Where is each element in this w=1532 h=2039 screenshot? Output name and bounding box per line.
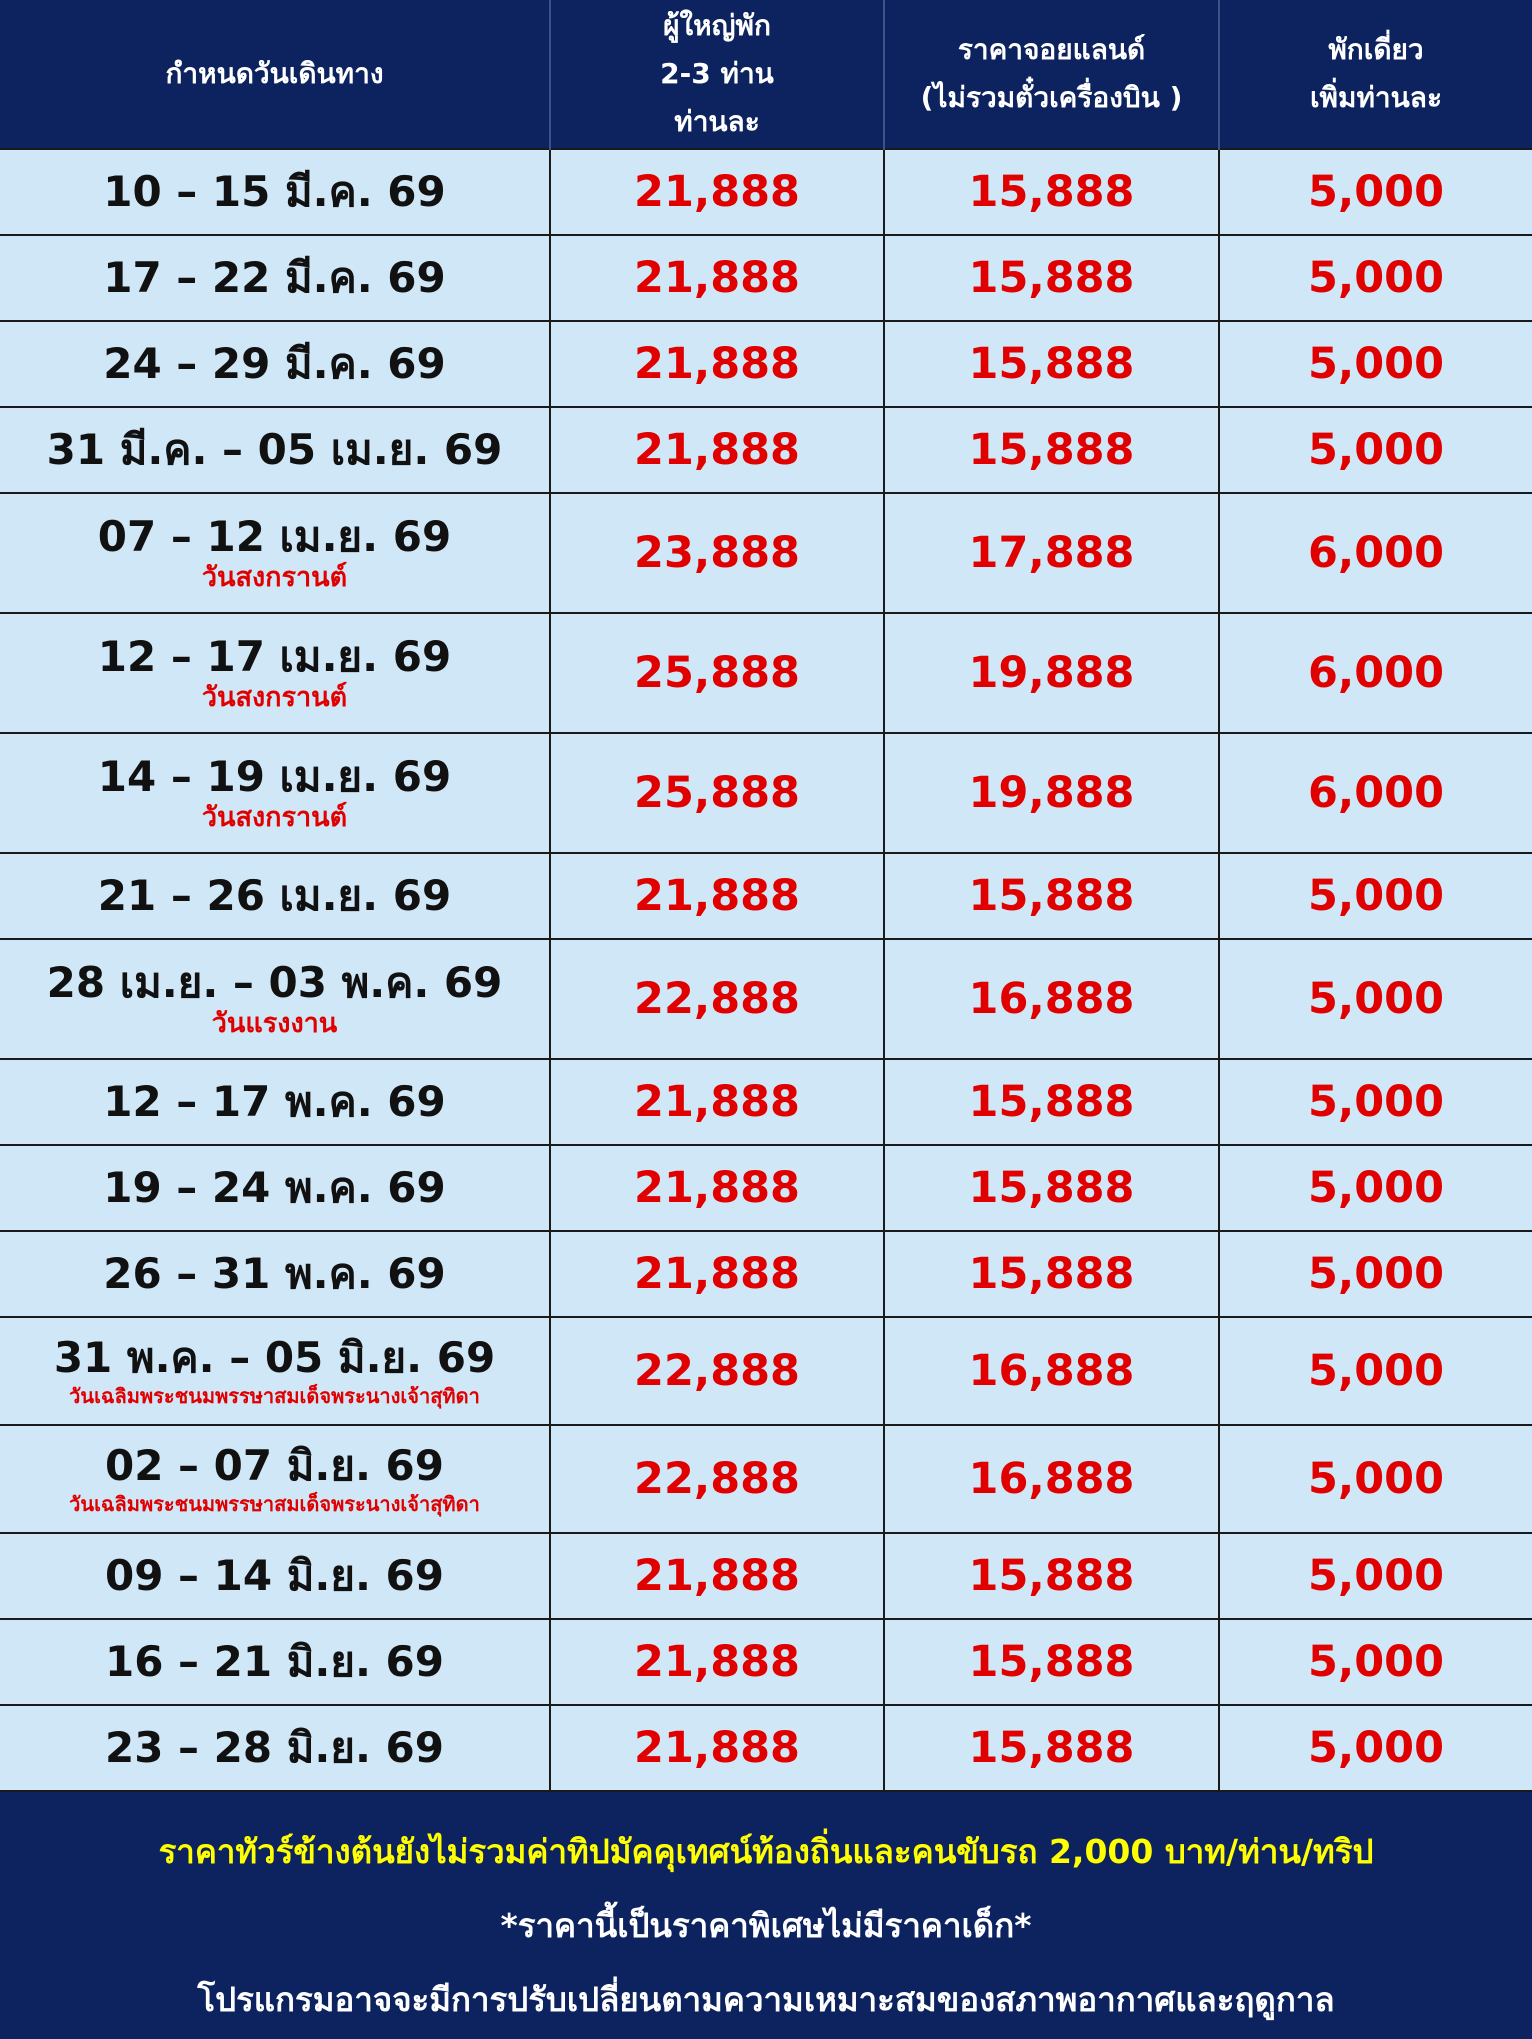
adult-price-cell (550, 407, 884, 493)
single-supplement: 5,000 (1307, 253, 1444, 303)
adult-price: 21,888 (634, 425, 800, 475)
travel-date-cell (0, 1059, 550, 1145)
joinland-price: 19,888 (968, 648, 1135, 698)
single-supplement: 6,000 (1307, 648, 1444, 698)
adult-price-cell (550, 1619, 884, 1705)
travel-date-cell (0, 407, 550, 493)
travel-date-cell (0, 149, 550, 235)
table-row (0, 407, 1532, 493)
joinland-price-cell (884, 1705, 1219, 1791)
single-supplement: 5,000 (1307, 425, 1444, 475)
joinland-price-cell (884, 149, 1219, 235)
joinland-price-cell (884, 407, 1219, 493)
single-supplement-cell (1219, 613, 1532, 733)
travel-date-cell (0, 1619, 550, 1705)
adult-price-cell (550, 939, 884, 1059)
program-change-note: โปรแกรมอาจจะมีการปรับเปลี่ยนตามความเหมาะสมของสภาพอากาศและฤดูกาล (197, 1980, 1335, 2019)
adult-price-cell (550, 1231, 884, 1317)
table-row (0, 1145, 1532, 1231)
joinland-price: 15,888 (968, 253, 1135, 303)
adult-price: 21,888 (634, 253, 800, 303)
single-supplement-cell (1219, 733, 1532, 853)
holiday-note: วันสงกรานต์ (201, 562, 348, 593)
adult-price-cell (550, 853, 884, 939)
joinland-price-cell (884, 1145, 1219, 1231)
travel-date-cell (0, 1145, 550, 1231)
single-supplement: 5,000 (1307, 1077, 1444, 1127)
joinland-price: 15,888 (968, 1551, 1135, 1601)
travel-date-cell (0, 1317, 550, 1425)
joinland-price-cell (884, 1425, 1219, 1533)
joinland-price-cell (884, 1317, 1219, 1425)
holiday-note: วันเฉลิมพระชนมพรรษาสมเด็จพระนางเจ้าสุทิดา (69, 1492, 480, 1516)
joinland-price: 16,888 (968, 1454, 1135, 1504)
travel-date-cell (0, 939, 550, 1059)
single-supplement-cell (1219, 1425, 1532, 1533)
travel-date: 10 – 15 มี.ค. 69 (103, 167, 446, 216)
header-adult-price: ผู้ใหญ่พัก 2-3 ท่าน ท่านละ (550, 0, 884, 149)
joinland-price: 15,888 (968, 339, 1135, 389)
special-price-note: *ราคานี้เป็นราคาพิเศษไม่มีราคาเด็ก* (500, 1906, 1032, 1945)
single-supplement-cell (1219, 939, 1532, 1059)
travel-date: 12 – 17 พ.ค. 69 (103, 1077, 446, 1126)
adult-price: 25,888 (634, 648, 800, 698)
joinland-price: 15,888 (968, 425, 1135, 475)
single-supplement-cell (1219, 235, 1532, 321)
single-supplement: 5,000 (1307, 1454, 1444, 1504)
joinland-price-cell (884, 1059, 1219, 1145)
table-row (0, 733, 1532, 853)
single-supplement: 5,000 (1307, 871, 1444, 921)
single-supplement-cell (1219, 1231, 1532, 1317)
joinland-price: 15,888 (968, 1077, 1135, 1127)
travel-date: 17 – 22 มี.ค. 69 (103, 253, 446, 302)
adult-price: 25,888 (634, 768, 800, 818)
travel-date-cell (0, 613, 550, 733)
travel-date: 14 – 19 เม.ย. 69 (97, 752, 452, 801)
adult-price: 21,888 (634, 871, 800, 921)
table-row (0, 1317, 1532, 1425)
travel-date: 31 พ.ค. – 05 มิ.ย. 69 (53, 1333, 496, 1382)
table-row (0, 939, 1532, 1059)
adult-price-cell (550, 235, 884, 321)
header-row (0, 0, 1532, 149)
holiday-note: วันสงกรานต์ (201, 802, 348, 833)
table-row (0, 1059, 1532, 1145)
single-supplement-cell (1219, 1145, 1532, 1231)
travel-date-cell (0, 1705, 550, 1791)
joinland-price: 17,888 (968, 528, 1135, 578)
table-row (0, 613, 1532, 733)
header-joinland-price: ราคาจอยแลนด์ (ไม่รวมตั๋วเครื่องบิน ) (884, 0, 1219, 149)
joinland-price-cell (884, 321, 1219, 407)
joinland-price: 16,888 (968, 974, 1135, 1024)
single-supplement-cell (1219, 1619, 1532, 1705)
single-supplement-cell (1219, 407, 1532, 493)
adult-price-cell (550, 1145, 884, 1231)
footer-notes (0, 1813, 1532, 2039)
travel-date: 31 มี.ค. – 05 เม.ย. 69 (46, 425, 503, 474)
joinland-price: 19,888 (968, 768, 1135, 818)
joinland-price: 15,888 (968, 1249, 1135, 1299)
travel-date: 28 เม.ย. – 03 พ.ค. 69 (46, 958, 503, 1007)
travel-date: 16 – 21 มิ.ย. 69 (104, 1637, 445, 1686)
single-supplement: 5,000 (1307, 1249, 1444, 1299)
joinland-price-cell (884, 493, 1219, 613)
travel-date: 23 – 28 มิ.ย. 69 (104, 1723, 445, 1772)
single-supplement-cell (1219, 1317, 1532, 1425)
single-supplement: 6,000 (1307, 528, 1444, 578)
single-supplement: 5,000 (1307, 1551, 1444, 1601)
holiday-note: วันแรงงาน (211, 1008, 338, 1039)
joinland-price-cell (884, 939, 1219, 1059)
travel-date-cell (0, 493, 550, 613)
adult-price-cell (550, 613, 884, 733)
table-row (0, 1425, 1532, 1533)
table-row (0, 1533, 1532, 1619)
single-supplement-cell (1219, 1705, 1532, 1791)
holiday-note: วันสงกรานต์ (201, 682, 348, 713)
single-supplement-cell (1219, 149, 1532, 235)
single-supplement-cell (1219, 493, 1532, 613)
joinland-price: 15,888 (968, 1637, 1135, 1687)
adult-price-cell (550, 1705, 884, 1791)
joinland-price: 15,888 (968, 871, 1135, 921)
joinland-price-cell (884, 235, 1219, 321)
travel-date: 09 – 14 มิ.ย. 69 (104, 1551, 445, 1600)
table-row (0, 853, 1532, 939)
table-row (0, 1705, 1532, 1791)
single-supplement: 5,000 (1307, 1346, 1444, 1396)
adult-price-cell (550, 149, 884, 235)
single-supplement: 5,000 (1307, 1637, 1444, 1687)
travel-date: 26 – 31 พ.ค. 69 (103, 1249, 446, 1298)
joinland-price: 15,888 (968, 1723, 1135, 1773)
travel-date-cell (0, 1533, 550, 1619)
adult-price: 21,888 (634, 1551, 800, 1601)
adult-price: 22,888 (634, 1346, 800, 1396)
adult-price: 21,888 (634, 1163, 800, 1213)
joinland-price: 16,888 (968, 1346, 1135, 1396)
header-travel-date: กำหนดวันเดินทาง (0, 0, 550, 149)
travel-date: 07 – 12 เม.ย. 69 (97, 512, 452, 561)
single-supplement-cell (1219, 1059, 1532, 1145)
joinland-price-cell (884, 1533, 1219, 1619)
table-row (0, 149, 1532, 235)
adult-price-cell (550, 493, 884, 613)
joinland-price: 15,888 (968, 1163, 1135, 1213)
joinland-price-cell (884, 1619, 1219, 1705)
travel-date-cell (0, 235, 550, 321)
header-single-supplement: พักเดี่ยว เพิ่มท่านละ (1219, 0, 1532, 149)
single-supplement: 5,000 (1307, 1163, 1444, 1213)
travel-date: 21 – 26 เม.ย. 69 (97, 871, 452, 920)
joinland-price-cell (884, 733, 1219, 853)
table-row (0, 493, 1532, 613)
table-row (0, 1619, 1532, 1705)
adult-price-cell (550, 1425, 884, 1533)
adult-price: 21,888 (634, 1249, 800, 1299)
travel-date: 02 – 07 มิ.ย. 69 (104, 1441, 445, 1490)
tip-note: ราคาทัวร์ข้างต้นยังไม่รวมค่าทิปมัคคุเทศน์ท้องถิ่นและคนขับรถ 2,000 บาท/ท่าน/ทริป (158, 1832, 1374, 1871)
adult-price: 21,888 (634, 1077, 800, 1127)
adult-price: 22,888 (634, 1454, 800, 1504)
adult-price: 21,888 (634, 1637, 800, 1687)
single-supplement: 5,000 (1307, 167, 1444, 217)
travel-date: 24 – 29 มี.ค. 69 (103, 339, 446, 388)
holiday-note: วันเฉลิมพระชนมพรรษาสมเด็จพระนางเจ้าสุทิดา (69, 1384, 480, 1408)
single-supplement: 5,000 (1307, 1723, 1444, 1773)
joinland-price-cell (884, 1231, 1219, 1317)
adult-price: 21,888 (634, 1723, 800, 1773)
table-row (0, 235, 1532, 321)
single-supplement-cell (1219, 1533, 1532, 1619)
joinland-price-cell (884, 613, 1219, 733)
adult-price: 21,888 (634, 339, 800, 389)
table-row (0, 1231, 1532, 1317)
single-supplement: 5,000 (1307, 974, 1444, 1024)
travel-date: 12 – 17 เม.ย. 69 (97, 632, 452, 681)
adult-price: 22,888 (634, 974, 800, 1024)
single-supplement: 6,000 (1307, 768, 1444, 818)
adult-price-cell (550, 1533, 884, 1619)
adult-price-cell (550, 1059, 884, 1145)
single-supplement-cell (1219, 321, 1532, 407)
travel-date-cell (0, 733, 550, 853)
single-supplement: 5,000 (1307, 339, 1444, 389)
adult-price: 21,888 (634, 167, 800, 217)
travel-date-cell (0, 853, 550, 939)
travel-date: 19 – 24 พ.ค. 69 (103, 1163, 446, 1212)
joinland-price: 15,888 (968, 167, 1135, 217)
adult-price: 23,888 (634, 528, 800, 578)
table-row (0, 321, 1532, 407)
joinland-price-cell (884, 853, 1219, 939)
price-rows (0, 149, 1532, 1791)
travel-date-cell (0, 1425, 550, 1533)
adult-price-cell (550, 1317, 884, 1425)
travel-date-cell (0, 321, 550, 407)
adult-price-cell (550, 733, 884, 853)
travel-date-cell (0, 1231, 550, 1317)
adult-price-cell (550, 321, 884, 407)
single-supplement-cell (1219, 853, 1532, 939)
